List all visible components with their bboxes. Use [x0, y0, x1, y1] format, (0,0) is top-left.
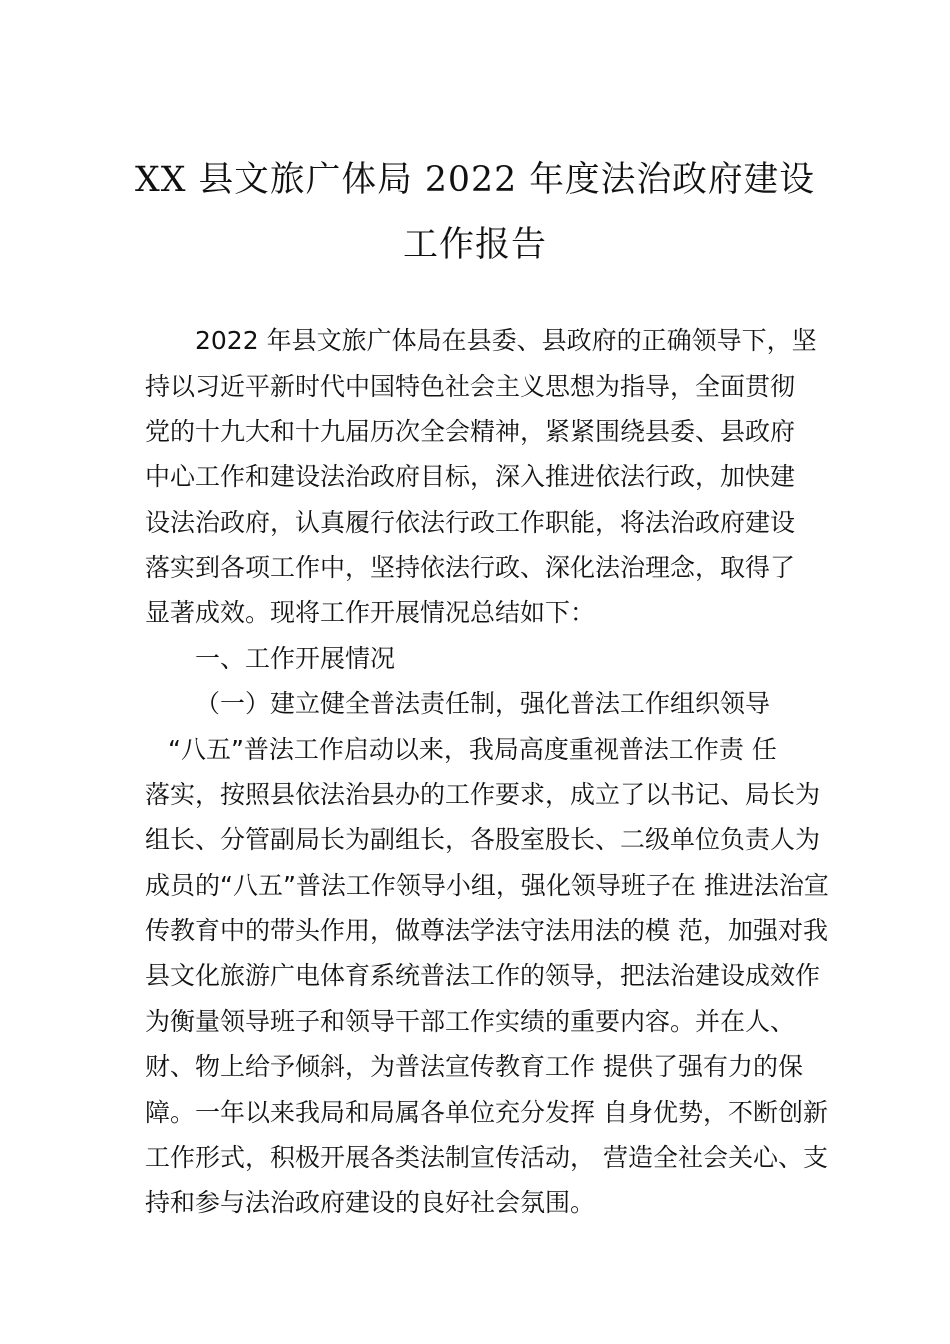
paragraph-2-line-10: 工作形式，积极开展各类法制宣传活动， 营造全社会关心、支 [145, 1143, 828, 1172]
paragraph-1-line-7: 显著成效。现将工作开展情况总结如下： [145, 598, 596, 627]
document-title-line-2: 工作报告 [402, 225, 547, 265]
document-title-line-1: XX 县文旅广体局 2022 年度法治政府建设 [134, 160, 816, 200]
subsection-heading-1: （一）建立健全普法责任制，强化普法工作组织领导 [195, 689, 771, 718]
paragraph-1-line-3: 党的十九大和十九届历次全会精神，紧紧围绕县委、县政府 [145, 417, 796, 446]
paragraph-2-line-3: 组长、分管副局长为副组长，各股室股长、二级单位负责人为 [145, 825, 821, 854]
paragraph-2-line-8: 财、物上给予倾斜，为普法宣传教育工作 提供了强有力的保 [145, 1052, 803, 1081]
section-heading-1: 一、工作开展情况 [195, 644, 396, 673]
paragraph-2-line-4: 成员的“八五”普法工作领导小组，强化领导班子在 推进法治宣 [145, 871, 829, 900]
paragraph-1-line-4: 中心工作和建设法治政府目标，深入推进依法行政，加快建 [145, 462, 796, 491]
paragraph-1-line-1: 2022 年县文旅广体局在县委、县政府的正确领导下，坚 [195, 326, 817, 355]
paragraph-2-line-9: 障。一年以来我局和局属各单位充分发挥 自身优势，不断创新 [145, 1098, 828, 1127]
paragraph-2-line-11: 持和参与法治政府建设的良好社会氛围。 [145, 1188, 596, 1217]
paragraph-2-line-7: 为衡量领导班子和领导干部工作实绩的重要内容。并在人、 [145, 1007, 796, 1036]
paragraph-2-line-5: 传教育中的带头作用，做尊法学法守法用法的模 范，加强对我 [145, 916, 828, 945]
paragraph-1-line-2: 持以习近平新时代中国特色社会主义思想为指导，全面贯彻 [145, 372, 796, 401]
paragraph-2-line-1: “八五”普法工作启动以来，我局高度重视普法工作责 任 [168, 735, 777, 764]
paragraph-1-line-5: 设法治政府，认真履行依法行政工作职能，将法治政府建设 [145, 508, 796, 537]
paragraph-1-line-6: 落实到各项工作中，坚持依法行政、深化法治理念，取得了 [145, 553, 796, 582]
paragraph-2-line-6: 县文化旅游广电体育系统普法工作的领导，把法治建设成效作 [145, 961, 821, 990]
paragraph-2-line-2: 落实，按照县依法治县办的工作要求，成立了以书记、局长为 [145, 780, 821, 809]
